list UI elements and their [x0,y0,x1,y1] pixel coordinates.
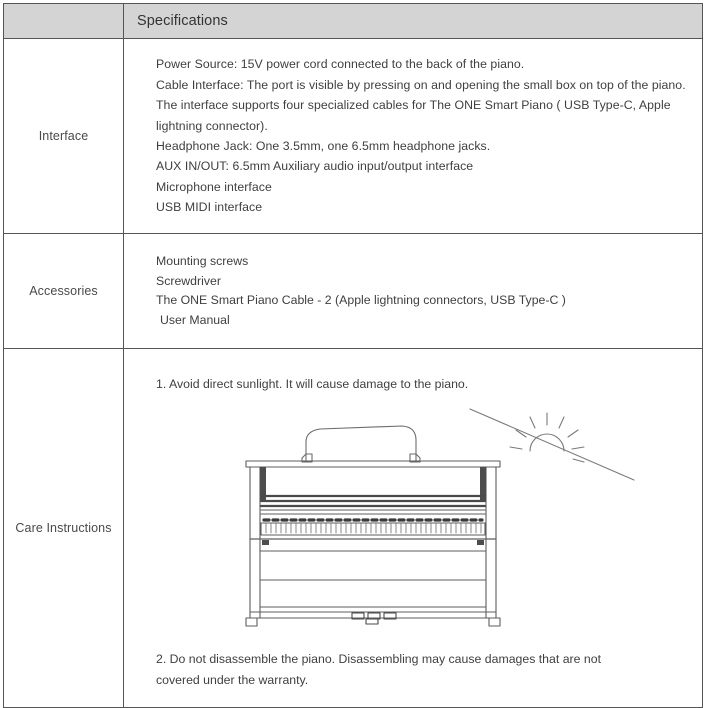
sun-rays [510,413,584,462]
care-instructions-body [124,349,702,707]
piano-sunlight-illustration [242,404,662,639]
piano-body [250,467,496,618]
accessories-lines [124,234,702,348]
piano-foot-left [246,618,257,626]
interface-line-cable-interface: Cable Interface: The port is visible by pressing on and opening the small box on top of the piano. [156,77,686,92]
accessory-item-smart-piano-cable: The ONE Smart Piano Cable - 2 (Apple lightning connectors, USB Type-C ) [156,293,566,307]
row-label-interface: Interface [4,39,124,234]
interface-line-aux-in-out: AUX IN/OUT: 6.5mm Auxiliary audio input/output interface [156,159,474,174]
piano-foot-right [489,618,500,626]
header-title-cell [124,4,703,39]
row-content-interface [124,39,703,234]
interface-line-supported-cables: The interface supports four specialized cables for The ONE Smart Piano ( USB Type-C, Apple lightning connector). [156,98,671,133]
interface-line-power-source: Power Source: 15V power cord connected to the back of the piano. [156,57,525,72]
interface-lines [124,40,702,231]
table-row-accessories [4,234,703,349]
table-header-row [4,4,703,39]
lower-right-tab [477,540,484,545]
accessory-item-mounting-screws: Mounting screws [156,254,249,268]
row-label-care-instructions: Care Instructions [4,349,124,708]
specifications-title: Specifications [137,13,228,29]
upright-piano-with-sun-diagram [242,404,662,634]
music-stand [306,426,416,461]
care-note-avoid-sunlight: 1. Avoid direct sunlight. It will cause damage to the piano. [156,377,469,391]
row-label-accessories: Accessories [4,234,124,349]
interface-line-headphone-jack: Headphone Jack: One 3.5mm, one 6.5mm headphone jacks. [156,139,491,153]
diagonal-sunlight-line [470,409,634,480]
interface-line-usb-midi: USB MIDI interface [156,200,263,215]
lower-left-tab [262,540,269,545]
interface-line-microphone: Microphone interface [156,179,272,194]
pedal-box [366,619,378,624]
table-row-interface [4,39,703,234]
care-note-do-not-disassemble: 2. Do not disassemble the piano. Disassembling may cause damages that are not covered under the warranty. [156,652,601,687]
table-row-care-instructions [4,349,703,708]
specifications-table [3,3,703,708]
control-panel-thin-lines [261,510,485,514]
piano-top-lid [246,461,500,467]
row-content-accessories [124,234,703,349]
control-panel-lines [261,496,485,506]
row-content-care-instructions [124,349,703,708]
piano-white-key-separators [266,523,481,533]
accessory-item-user-manual: User Manual [160,312,230,327]
accessory-item-screwdriver: Screwdriver [156,273,221,288]
piano-pedals [352,613,396,624]
header-label-cell [4,4,124,39]
